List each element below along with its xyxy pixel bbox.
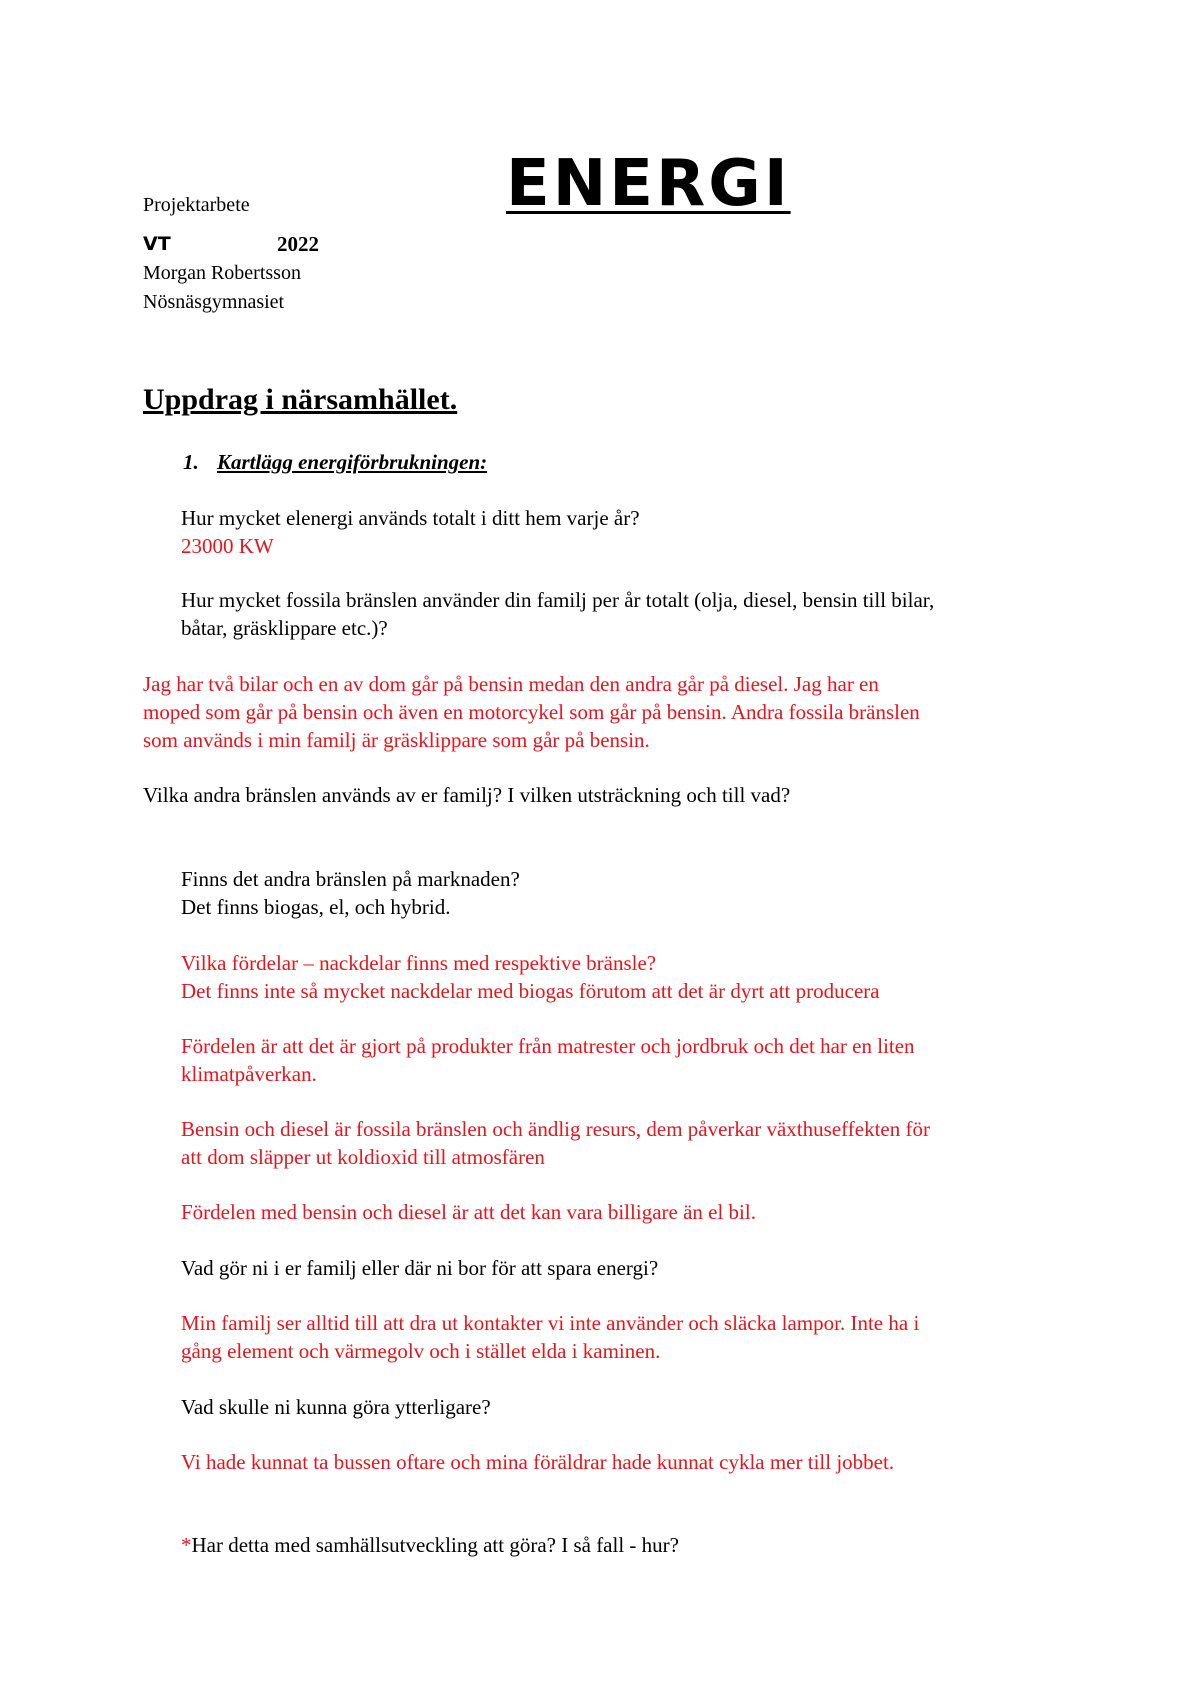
answer-fossil-cons-line2: att dom släpper ut koldioxid till atmosfären <box>181 1145 545 1169</box>
answer-fossil-line2: moped som går på bensin och även en motorcykel som går på bensin. Andra fossila bränslen <box>143 700 920 724</box>
question-market-fuels: Finns det andra bränslen på marknaden? <box>181 867 520 891</box>
answer-biogas-pros-line1: Fördelen är att det är gjort på produkter från matrester och jordbruk och det har en liten <box>181 1034 915 1058</box>
answer-fossil-line1: Jag har två bilar och en av dom går på bensin medan den andra går på diesel. Jag har en <box>143 672 879 696</box>
asterisk-marker: * <box>181 1533 192 1557</box>
answer-fossil-line3: som används i min familj är gräsklippare som går på bensin. <box>143 728 650 752</box>
question-save-energy: Vad gör ni i er familj eller där ni bor för att spara energi? <box>181 1256 659 1280</box>
answer-fossil-cons-line1: Bensin och diesel är fossila bränslen och ändlig resurs, dem påverkar växthuseffekten för <box>181 1117 930 1141</box>
answer-more-actions: Vi hade kunnat ta bussen oftare och mina föräldrar hade kunnat cykla mer till jobbet. <box>181 1450 895 1474</box>
assignment-heading: Uppdrag i närsamhället. <box>143 383 458 416</box>
document-title: ENERGI <box>506 147 791 221</box>
section-number: 1. <box>183 450 199 474</box>
question-society-text: Har detta med samhällsutveckling att göra? I så fall - hur? <box>191 1533 679 1557</box>
answer-save-energy-line1: Min familj ser alltid till att dra ut kontakter vi inte använder och släcka lampor. Inte ha i <box>181 1311 920 1335</box>
answer-electricity: 23000 KW <box>181 534 274 558</box>
answer-market-fuels: Det finns biogas, el, och hybrid. <box>181 895 451 919</box>
project-label: Projektarbete <box>143 194 250 216</box>
question-electricity: Hur mycket elenergi används totalt i ditt hem varje år? <box>181 506 640 530</box>
question-more-actions: Vad skulle ni kunna göra ytterligare? <box>181 1395 491 1419</box>
term-label: VT <box>143 233 171 255</box>
question-other-fuels: Vilka andra bränslen används av er familj? I vilken utsträckning och till vad? <box>143 783 791 807</box>
question-fossil-line2: båtar, gräsklippare etc.)? <box>181 616 388 640</box>
answer-biogas-pros-line2: klimatpåverkan. <box>181 1062 317 1086</box>
year-label: 2022 <box>277 232 319 256</box>
answer-fossil-pros: Fördelen med bensin och diesel är att det kan vara billigare än el bil. <box>181 1200 756 1224</box>
school-name: Nösnäsgymnasiet <box>143 291 285 313</box>
question-society <box>181 1531 679 1559</box>
author-name: Morgan Robertsson <box>143 262 301 284</box>
answer-biogas-cons: Det finns inte så mycket nackdelar med biogas förutom att det är dyrt att producera <box>181 979 880 1003</box>
question-fossil-line1: Hur mycket fossila bränslen använder din familj per år totalt (olja, diesel, bensin till bilar, <box>181 588 935 612</box>
section-title: Kartlägg energiförbrukningen: <box>217 450 488 474</box>
question-pros-cons: Vilka fördelar – nackdelar finns med respektive bränsle? <box>181 951 657 975</box>
answer-save-energy-line2: gång element och värmegolv och i stället elda i kaminen. <box>181 1339 661 1363</box>
